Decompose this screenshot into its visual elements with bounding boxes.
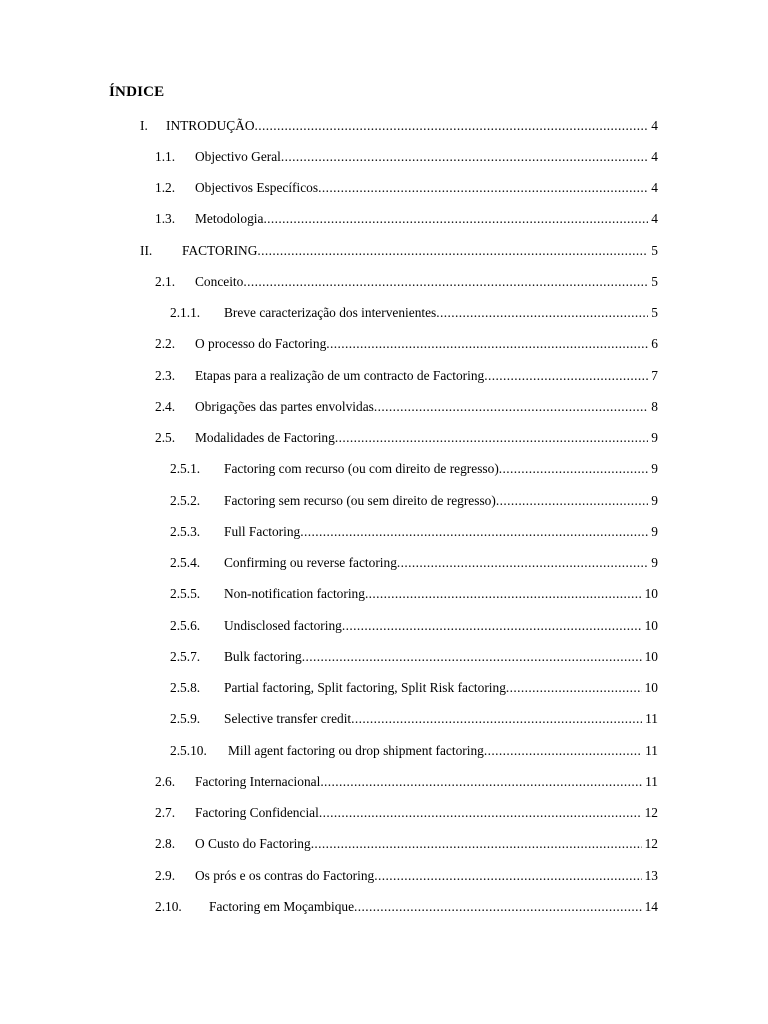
toc-entry[interactable] bbox=[155, 178, 658, 198]
toc-entry-page-number: 9 bbox=[651, 493, 658, 508]
toc-dot-leader bbox=[263, 209, 648, 229]
toc-entry[interactable] bbox=[155, 897, 658, 917]
toc-entry-title: FACTORING bbox=[182, 243, 258, 258]
toc-dot-leader bbox=[484, 741, 642, 761]
toc-entry-title: Objectivo Geral bbox=[195, 149, 281, 164]
toc-entry-title: O Custo do Factoring bbox=[195, 836, 311, 851]
toc-entry-number: 1.1. bbox=[155, 149, 176, 164]
toc-entry-title: Factoring Confidencial bbox=[195, 805, 319, 820]
toc-entry-number: 2.5.1. bbox=[170, 461, 201, 476]
toc-entry-number: 2.5. bbox=[155, 430, 176, 445]
toc-dot-leader bbox=[318, 178, 648, 198]
toc-entry-page-number: 9 bbox=[651, 461, 658, 476]
toc-dot-leader bbox=[374, 397, 648, 417]
toc-entry-number: 2.5.6. bbox=[170, 618, 201, 633]
toc-entry-title: Factoring em Moçambique bbox=[209, 899, 355, 914]
toc-dot-leader bbox=[342, 616, 642, 636]
toc-dot-leader bbox=[397, 553, 648, 573]
toc-entry[interactable] bbox=[170, 522, 658, 542]
toc-entry[interactable] bbox=[170, 647, 658, 667]
toc-entry[interactable] bbox=[155, 209, 658, 229]
toc-entry-page-number: 9 bbox=[651, 524, 658, 539]
toc-dot-leader bbox=[436, 303, 648, 323]
toc-entry-page-number: 6 bbox=[651, 336, 658, 351]
toc-dot-leader bbox=[496, 491, 648, 511]
toc-entry-number: 2.2. bbox=[155, 336, 176, 351]
toc-entry-number: 2.1.1. bbox=[170, 305, 201, 320]
toc-entry-page-number: 9 bbox=[651, 430, 658, 445]
toc-entry-title: Os prós e os contras do Factoring bbox=[195, 868, 375, 883]
toc-entry[interactable] bbox=[170, 491, 658, 511]
toc-entry-number: 2.8. bbox=[155, 836, 176, 851]
toc-entry-number: 2.5.2. bbox=[170, 493, 201, 508]
toc-entry-title: O processo do Factoring bbox=[195, 336, 327, 351]
toc-entry-number: 2.3. bbox=[155, 368, 176, 383]
toc-entry-number: 2.5.8. bbox=[170, 680, 201, 695]
toc-entry-title: Metodologia bbox=[195, 211, 264, 226]
toc-entry-number: 2.5.5. bbox=[170, 586, 201, 601]
toc-entry-page-number: 5 bbox=[651, 305, 658, 320]
toc-entry[interactable] bbox=[155, 147, 658, 167]
toc-dot-leader bbox=[319, 803, 642, 823]
toc-dot-leader bbox=[326, 334, 648, 354]
toc-entry-page-number: 10 bbox=[644, 680, 658, 695]
toc-dot-leader bbox=[335, 428, 648, 448]
toc-entry-number: 1.3. bbox=[155, 211, 176, 226]
toc-entry-page-number: 9 bbox=[651, 555, 658, 570]
toc-dot-leader bbox=[311, 834, 642, 854]
toc-entry-title: Factoring com recurso (ou com direito de regresso) bbox=[224, 461, 499, 476]
toc-entry-title: Partial factoring, Split factoring, Split Risk factoring bbox=[224, 680, 506, 695]
toc-entry-title: Modalidades de Factoring bbox=[195, 430, 335, 445]
toc-entry[interactable] bbox=[155, 366, 658, 386]
toc-entry-title: Undisclosed factoring bbox=[224, 618, 342, 633]
toc-entry-title: Mill agent factoring ou drop shipment factoring bbox=[228, 743, 484, 758]
toc-entry-title: Obrigações das partes envolvidas bbox=[195, 399, 374, 414]
toc-entry-page-number: 11 bbox=[645, 711, 658, 726]
toc-entry-page-number: 4 bbox=[651, 180, 658, 195]
toc-dot-leader bbox=[300, 522, 648, 542]
toc-dot-leader bbox=[354, 897, 642, 917]
toc-entry[interactable] bbox=[155, 772, 658, 792]
toc-entry-number: 2.7. bbox=[155, 805, 176, 820]
toc-entry-number: 2.6. bbox=[155, 774, 176, 789]
toc-entry[interactable] bbox=[155, 397, 658, 417]
toc-entry-page-number: 10 bbox=[644, 586, 658, 601]
toc-entry-number: 2.4. bbox=[155, 399, 176, 414]
toc-heading: ÍNDICE bbox=[109, 84, 165, 100]
toc-entry-number: 2.5.4. bbox=[170, 555, 201, 570]
toc-dot-leader bbox=[320, 772, 642, 792]
toc-entry-page-number: 4 bbox=[651, 211, 658, 226]
toc-entry-title: Selective transfer credit bbox=[224, 711, 352, 726]
toc-entry-number: 2.5.10. bbox=[170, 743, 207, 758]
toc-dot-leader bbox=[499, 459, 649, 479]
toc-entry-number: II. bbox=[140, 243, 153, 258]
toc-entry-number: 2.10. bbox=[155, 899, 182, 914]
toc-entry-page-number: 5 bbox=[651, 274, 658, 289]
toc-entry-page-number: 12 bbox=[644, 836, 658, 851]
toc-entry[interactable] bbox=[155, 866, 658, 886]
toc-entry-title: Conceito bbox=[195, 274, 244, 289]
toc-entry[interactable] bbox=[155, 428, 658, 448]
toc-entry-title: Factoring Internacional bbox=[195, 774, 321, 789]
toc-dot-leader bbox=[374, 866, 641, 886]
toc-entry-title: INTRODUÇÃO bbox=[166, 118, 255, 133]
toc-entry-number: 2.5.3. bbox=[170, 524, 201, 539]
toc-entry[interactable] bbox=[170, 741, 658, 761]
toc-dot-leader bbox=[351, 709, 642, 729]
toc-entry[interactable] bbox=[155, 334, 658, 354]
toc-dot-leader bbox=[255, 116, 649, 136]
toc-dot-leader bbox=[243, 272, 648, 292]
toc-entry-title: Bulk factoring bbox=[224, 649, 302, 664]
toc-entry[interactable] bbox=[170, 709, 658, 729]
toc-entry-title: Confirming ou reverse factoring bbox=[224, 555, 397, 570]
toc-entry-title: Non-notification factoring bbox=[224, 586, 365, 601]
toc-entry-page-number: 5 bbox=[651, 243, 658, 258]
toc-entry-page-number: 11 bbox=[645, 743, 658, 758]
toc-entry-title: Etapas para a realização de um contracto de Factoring bbox=[195, 368, 485, 383]
toc-entry[interactable] bbox=[170, 303, 658, 323]
toc-entry[interactable] bbox=[155, 272, 658, 292]
toc-entry[interactable] bbox=[170, 616, 658, 636]
toc-entry-page-number: 13 bbox=[644, 868, 658, 883]
toc-entry-number: 2.9. bbox=[155, 868, 176, 883]
toc-entry[interactable] bbox=[155, 834, 658, 854]
toc-entry[interactable] bbox=[170, 459, 658, 479]
toc-entry-page-number: 4 bbox=[651, 149, 658, 164]
toc-entry-number: 2.5.7. bbox=[170, 649, 201, 664]
toc-entry-number: 2.5.9. bbox=[170, 711, 201, 726]
toc-entry-number: 1.2. bbox=[155, 180, 176, 195]
toc-entry[interactable] bbox=[170, 584, 658, 604]
toc-entry-page-number: 14 bbox=[644, 899, 658, 914]
toc-entry[interactable] bbox=[140, 116, 658, 136]
toc-dot-leader bbox=[484, 366, 648, 386]
toc-entry-page-number: 10 bbox=[644, 649, 658, 664]
toc-dot-leader bbox=[365, 584, 642, 604]
toc-dot-leader bbox=[506, 678, 642, 698]
toc-entry-page-number: 10 bbox=[644, 618, 658, 633]
toc-entry[interactable] bbox=[170, 553, 658, 573]
toc-entry[interactable] bbox=[140, 241, 658, 261]
toc-entry-title: Factoring sem recurso (ou sem direito de regresso) bbox=[224, 493, 496, 508]
toc-dot-leader bbox=[281, 147, 648, 167]
toc-entry-number: I. bbox=[140, 118, 148, 133]
toc-entry-title: Objectivos Específicos bbox=[195, 180, 319, 195]
toc-entry-page-number: 12 bbox=[644, 805, 658, 820]
toc-entry-page-number: 11 bbox=[645, 774, 658, 789]
toc-entry[interactable] bbox=[170, 678, 658, 698]
toc-entry-number: 2.1. bbox=[155, 274, 176, 289]
toc-entry-page-number: 8 bbox=[651, 399, 658, 414]
toc-dot-leader bbox=[257, 241, 648, 261]
toc-entry-title: Full Factoring bbox=[224, 524, 301, 539]
toc-entry-page-number: 7 bbox=[651, 368, 658, 383]
toc-entry[interactable] bbox=[155, 803, 658, 823]
toc-entry-page-number: 4 bbox=[651, 118, 658, 133]
toc-entry-title: Breve caracterização dos intervenientes bbox=[224, 305, 437, 320]
toc-dot-leader bbox=[302, 647, 642, 667]
